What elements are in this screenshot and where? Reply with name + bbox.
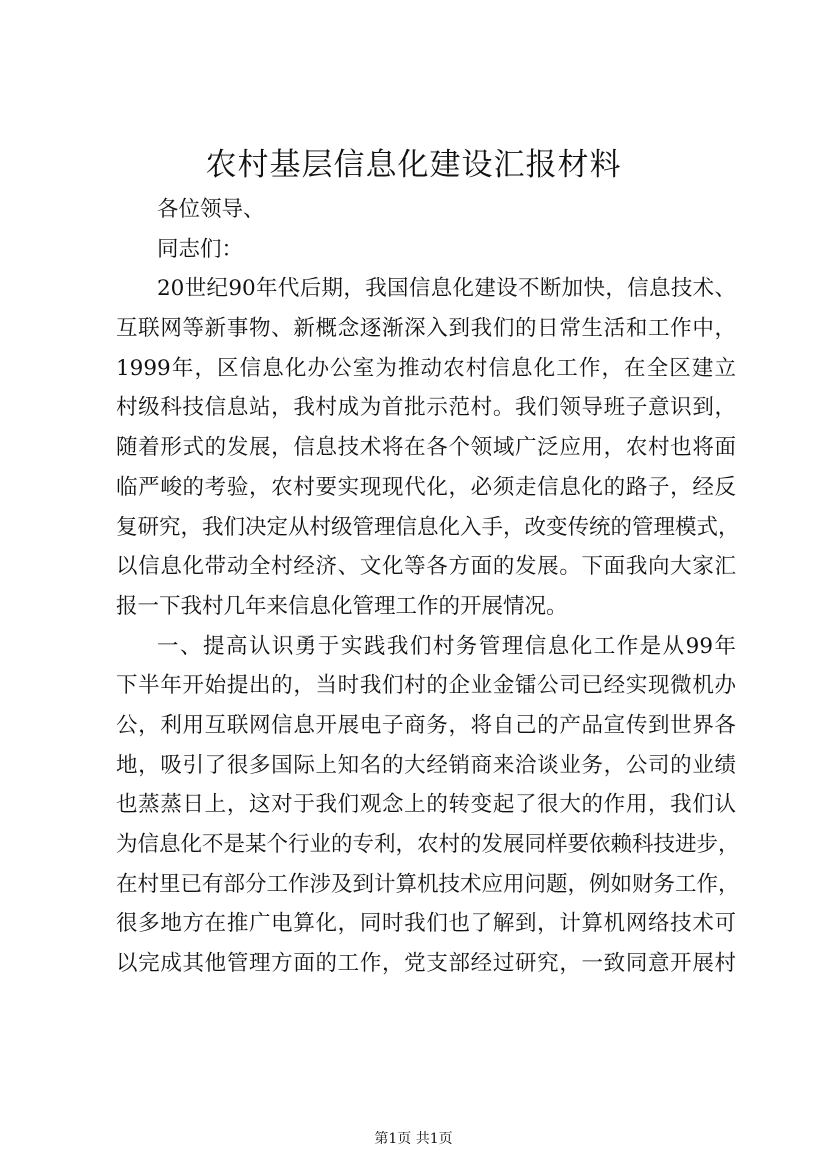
page-footer: 第1页 共1页 — [374, 1131, 453, 1147]
body-line: 以完成其他管理方面的工作，党支部经过研究，一致同意开展村 — [116, 951, 736, 977]
body-line: 公，利用互联网信息开展电子商务，将自己的产品宣传到世界各 — [116, 712, 736, 738]
body-line: 地，吸引了很多国际上知名的大经销商来洽谈业务，公司的业绩 — [116, 752, 736, 778]
body-line: 村级科技信息站，我村成为首批示范村。我们领导班子意识到， — [116, 395, 736, 421]
body-line: 在村里已有部分工作涉及到计算机技术应用问题，例如财务工作， — [116, 871, 740, 897]
document-title: 农村基层信息化建设汇报材料 — [205, 147, 622, 183]
body-line: 也蒸蒸日上，这对于我们观念上的转变起了很大的作用，我们认 — [116, 792, 736, 818]
body-line: 很多地方在推广电算化，同时我们也了解到，计算机网络技术可 — [116, 911, 736, 937]
body-line: 报一下我村几年来信息化管理工作的开展情况。 — [116, 593, 568, 619]
body-line: 一、提高认识勇于实践我们村务管理信息化工作是从99年 — [157, 633, 736, 659]
body-line: 为信息化不是某个行业的专利，农村的发展同样要依赖科技进步， — [116, 832, 740, 857]
body-line: 各位领导、 — [157, 197, 265, 222]
body-line: 随着形式的发展，信息技术将在各个领域广泛应用，农村也将面 — [116, 435, 736, 461]
body-line: 1999年，区信息化办公室为推动农村信息化工作，在全区建立 — [116, 355, 736, 381]
document-body — [116, 190, 740, 984]
body-line: 复研究，我们决定从村级管理信息化入手，改变传统的管理模式， — [116, 514, 740, 540]
body-line: 同志们： — [157, 236, 244, 262]
body-line: 临严峻的考验，农村要实现现代化，必须走信息化的路子，经反 — [116, 474, 736, 500]
body-line: 下半年开始提出的，当时我们村的企业金镭公司已经实现微机办 — [116, 673, 736, 699]
body-line: 互联网等新事物、新概念逐渐深入到我们的日常生活和工作中， — [116, 316, 736, 342]
body-line: 20世纪90年代后期，我国信息化建设不断加快，信息技术、 — [157, 276, 736, 302]
body-line: 以信息化带动全村经济、文化等各方面的发展。下面我向大家汇 — [116, 554, 736, 580]
